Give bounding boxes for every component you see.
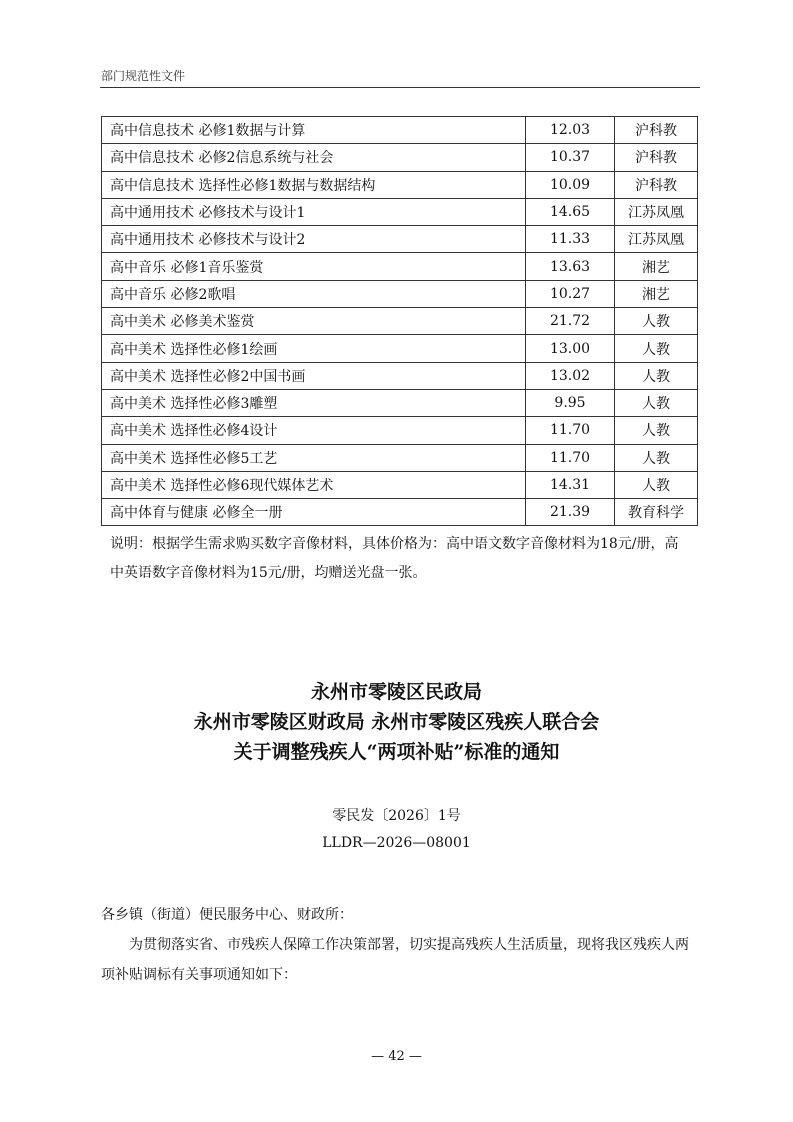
running-header: 部门规范性文件: [101, 69, 186, 83]
table-row: [102, 308, 698, 335]
course-name-cell: 高中音乐 必修2歌唱: [102, 280, 526, 307]
price-cell: 11.70: [526, 444, 615, 471]
table-row: [102, 253, 698, 280]
course-name-cell: 高中美术 选择性必修6现代媒体艺术: [102, 471, 526, 498]
price-cell: 21.39: [526, 499, 615, 526]
notice-title-line-1: 永州市零陵区民政局: [310, 681, 482, 703]
table-row: [102, 499, 698, 526]
publisher-cell: 人教: [615, 471, 698, 498]
price-cell: 21.72: [526, 308, 615, 335]
publisher-cell: 人教: [615, 335, 698, 362]
table-row: [102, 417, 698, 444]
price-cell: 13.00: [526, 335, 615, 362]
publisher-cell: 人教: [615, 417, 698, 444]
doc-number: 零民发〔2026〕1号: [332, 808, 461, 824]
table-row: [102, 171, 698, 198]
course-name-cell: 高中通用技术 必修技术与设计2: [102, 226, 526, 253]
publisher-cell: 人教: [615, 308, 698, 335]
price-cell: 12.03: [526, 117, 615, 144]
salutation: 各乡镇（街道）便民服务中心、财政所：: [101, 907, 353, 923]
price-cell: 14.31: [526, 471, 615, 498]
price-cell: 11.70: [526, 417, 615, 444]
price-cell: 10.37: [526, 144, 615, 171]
publisher-cell: 沪科教: [615, 171, 698, 198]
publisher-cell: 江苏凤凰: [615, 198, 698, 225]
table-row: [102, 335, 698, 362]
publisher-cell: 人教: [615, 389, 698, 416]
course-name-cell: 高中美术 选择性必修5工艺: [102, 444, 526, 471]
course-name-cell: 高中信息技术 必修1数据与计算: [102, 117, 526, 144]
course-name-cell: 高中美术 选择性必修1绘画: [102, 335, 526, 362]
publisher-cell: 人教: [615, 444, 698, 471]
publisher-cell: 湘艺: [615, 280, 698, 307]
table-row: [102, 117, 698, 144]
table-row: [102, 389, 698, 416]
header-rule: [100, 87, 700, 88]
publisher-cell: 江苏凤凰: [615, 226, 698, 253]
course-name-cell: 高中美术 选择性必修3雕塑: [102, 389, 526, 416]
price-cell: 13.02: [526, 362, 615, 389]
notice-title-line-2: 永州市零陵区财政局 永州市零陵区残疾人联合会: [193, 711, 600, 733]
textbook-price-table: [101, 116, 698, 526]
course-name-cell: 高中美术 必修美术鉴赏: [102, 308, 526, 335]
course-name-cell: 高中体育与健康 必修全一册: [102, 499, 526, 526]
table-row: [102, 362, 698, 389]
price-cell: 11.33: [526, 226, 615, 253]
table-note: 说明：根据学生需求购买数字音像材料，具体价格为：高中语文数字音像材料为18元/册，高中英语数字音像材料为15元/册，均赠送光盘一张。: [110, 536, 679, 581]
table-row: [102, 471, 698, 498]
course-name-cell: 高中美术 选择性必修2中国书画: [102, 362, 526, 389]
course-name-cell: 高中音乐 必修1音乐鉴赏: [102, 253, 526, 280]
page-number: — 42 —: [371, 1049, 422, 1064]
course-name-cell: 高中美术 选择性必修4设计: [102, 417, 526, 444]
course-name-cell: 高中通用技术 必修技术与设计1: [102, 198, 526, 225]
publisher-cell: 湘艺: [615, 253, 698, 280]
table-row: [102, 198, 698, 225]
publisher-cell: 人教: [615, 362, 698, 389]
table-row: [102, 444, 698, 471]
table-row: [102, 280, 698, 307]
intro-paragraph: 为贯彻落实省、市残疾人保障工作决策部署，切实提高残疾人生活质量，现将我区残疾人两项补贴调标有关事项通知如下：: [101, 937, 689, 983]
publisher-cell: 沪科教: [615, 144, 698, 171]
price-cell: 14.65: [526, 198, 615, 225]
register-number: LLDR—2026—08001: [322, 835, 471, 851]
price-cell: 9.95: [526, 389, 615, 416]
table-row: [102, 226, 698, 253]
price-cell: 10.27: [526, 280, 615, 307]
price-cell: 10.09: [526, 171, 615, 198]
course-name-cell: 高中信息技术 选择性必修1数据与数据结构: [102, 171, 526, 198]
publisher-cell: 沪科教: [615, 117, 698, 144]
notice-title-line-3: 关于调整残疾人“两项补贴”标准的通知: [233, 741, 560, 763]
course-name-cell: 高中信息技术 必修2信息系统与社会: [102, 144, 526, 171]
publisher-cell: 教育科学: [615, 499, 698, 526]
table-row: [102, 144, 698, 171]
price-cell: 13.63: [526, 253, 615, 280]
